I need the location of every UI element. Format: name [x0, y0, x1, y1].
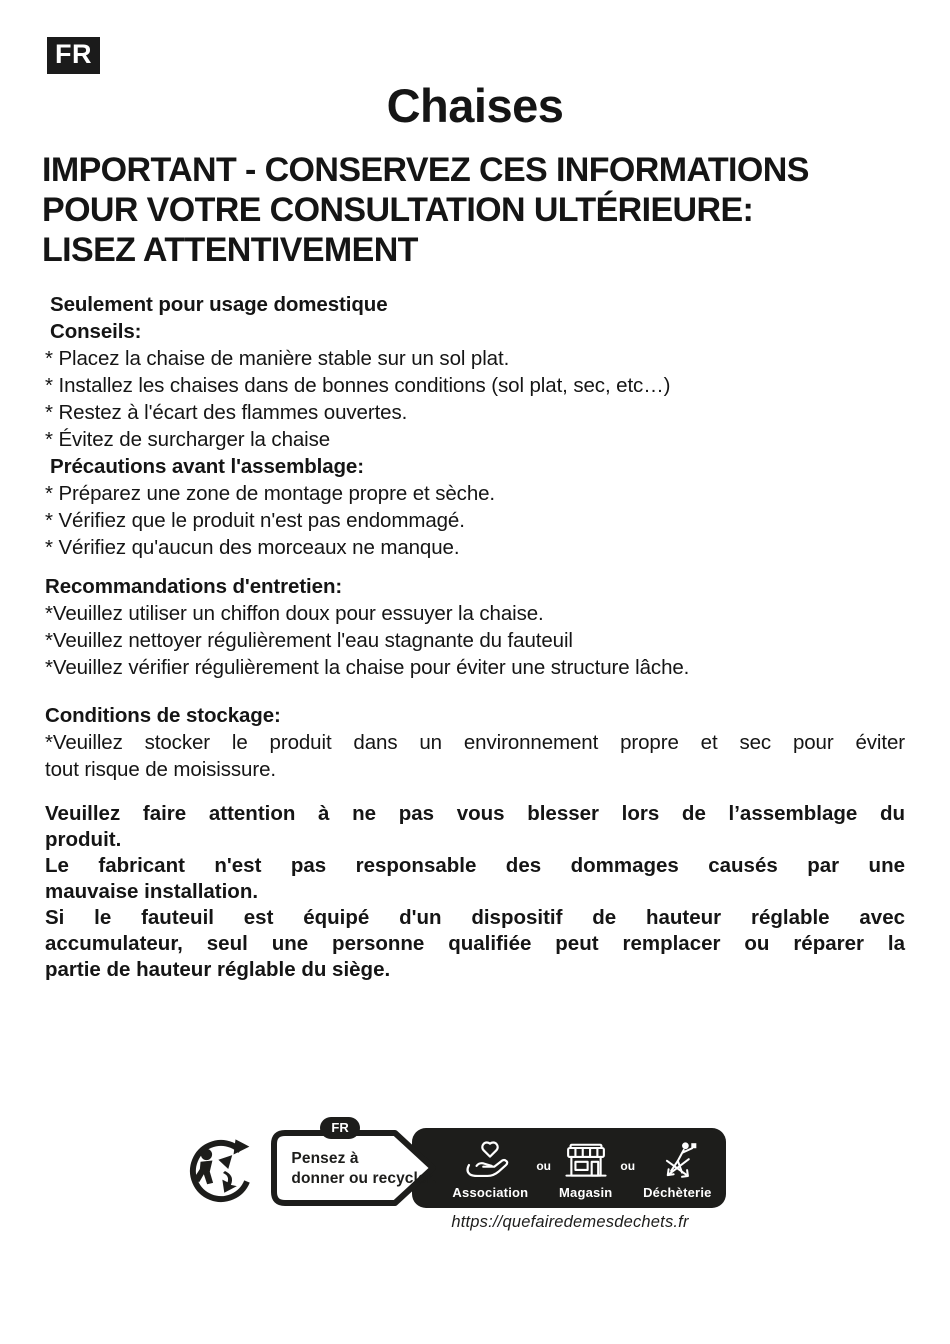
entretien-item: *Veuillez utiliser un chiffon doux pour essuyer la chaise.	[45, 602, 544, 625]
language-badge: FR	[47, 37, 100, 74]
option-label: Association	[452, 1185, 529, 1200]
hand-heart-icon	[463, 1139, 517, 1181]
recycle-message-box	[270, 1120, 438, 1207]
recycle-message	[291, 1149, 436, 1189]
recycle-option-magasin	[559, 1141, 612, 1200]
stockage-line: tout risque de moisissure.	[45, 758, 276, 781]
warning-line: partie de hauteur réglable du siège.	[45, 958, 391, 981]
option-label: Déchèterie	[643, 1185, 712, 1200]
recycling-url: https://quefairedemesdechets.fr	[451, 1213, 689, 1231]
store-icon	[560, 1141, 612, 1181]
waste-center-icon	[655, 1139, 699, 1181]
recycle-options-box	[412, 1128, 725, 1208]
entretien-item: *Veuillez vérifier régulièrement la chaise pour éviter une structure lâche.	[45, 656, 690, 679]
recycle-message-line: Pensez à	[291, 1150, 359, 1167]
precautions-item: * Préparez une zone de montage propre et sèche.	[45, 482, 496, 505]
stockage-line: *Veuillez stocker le produit dans un environnement propre et sec pour éviter	[45, 731, 905, 754]
fr-tag: FR	[320, 1117, 359, 1139]
or-separator: ou	[620, 1159, 636, 1173]
important-notice-heading	[42, 150, 950, 270]
entretien-item: *Veuillez nettoyer régulièrement l'eau stagnante du fauteuil	[45, 629, 573, 652]
conseils-item: * Évitez de surcharger la chaise	[45, 428, 331, 451]
precautions-item: * Vérifiez qu'aucun des morceaux ne manque.	[45, 536, 460, 559]
domestic-use-note: Seulement pour usage domestique	[50, 293, 388, 316]
warning-line: accumulateur, seul une personne qualifiée peut remplacer ou réparer la	[45, 932, 905, 955]
option-label: Magasin	[558, 1185, 613, 1200]
conseils-title: Conseils:	[50, 320, 142, 343]
page-title: Chaises	[386, 79, 564, 132]
recycle-option-decheterie	[643, 1139, 711, 1200]
warning-line: Le fabricant n'est pas responsable des dommages causés par une	[45, 854, 905, 877]
heading-line: POUR VOTRE CONSULTATION ULTÉRIEURE:	[42, 191, 754, 229]
precautions-item: * Vérifiez que le produit n'est pas endommagé.	[45, 509, 465, 532]
entretien-title: Recommandations d'entretien:	[45, 575, 343, 598]
conseils-item: * Placez la chaise de manière stable sur un sol plat.	[45, 347, 510, 370]
heading-line: IMPORTANT - CONSERVEZ CES INFORMATIONS	[42, 151, 809, 189]
recycle-message-line: donner ou recycler.	[291, 1170, 437, 1187]
recycle-option-association	[452, 1139, 528, 1200]
warning-line: Veuillez faire attention à ne pas vous blesser lors de l’assemblage du	[45, 802, 905, 825]
precautions-title: Précautions avant l'assemblage:	[50, 455, 364, 478]
conseils-item: * Restez à l'écart des flammes ouvertes.	[45, 401, 408, 424]
warning-line: Si le fauteuil est équipé d'un dispositif de hauteur réglable avec	[45, 906, 905, 929]
triman-recycling-icon	[188, 1138, 254, 1204]
stockage-title: Conditions de stockage:	[45, 704, 281, 727]
warning-line: produit.	[45, 828, 122, 851]
conseils-item: * Installez les chaises dans de bonnes conditions (sol plat, sec, etc…)	[45, 374, 671, 397]
or-separator: ou	[536, 1159, 551, 1173]
heading-line: LISEZ ATTENTIVEMENT	[42, 231, 418, 269]
body-text	[45, 291, 905, 983]
recycling-banner	[0, 1120, 950, 1232]
warning-line: mauvaise installation.	[45, 880, 259, 903]
